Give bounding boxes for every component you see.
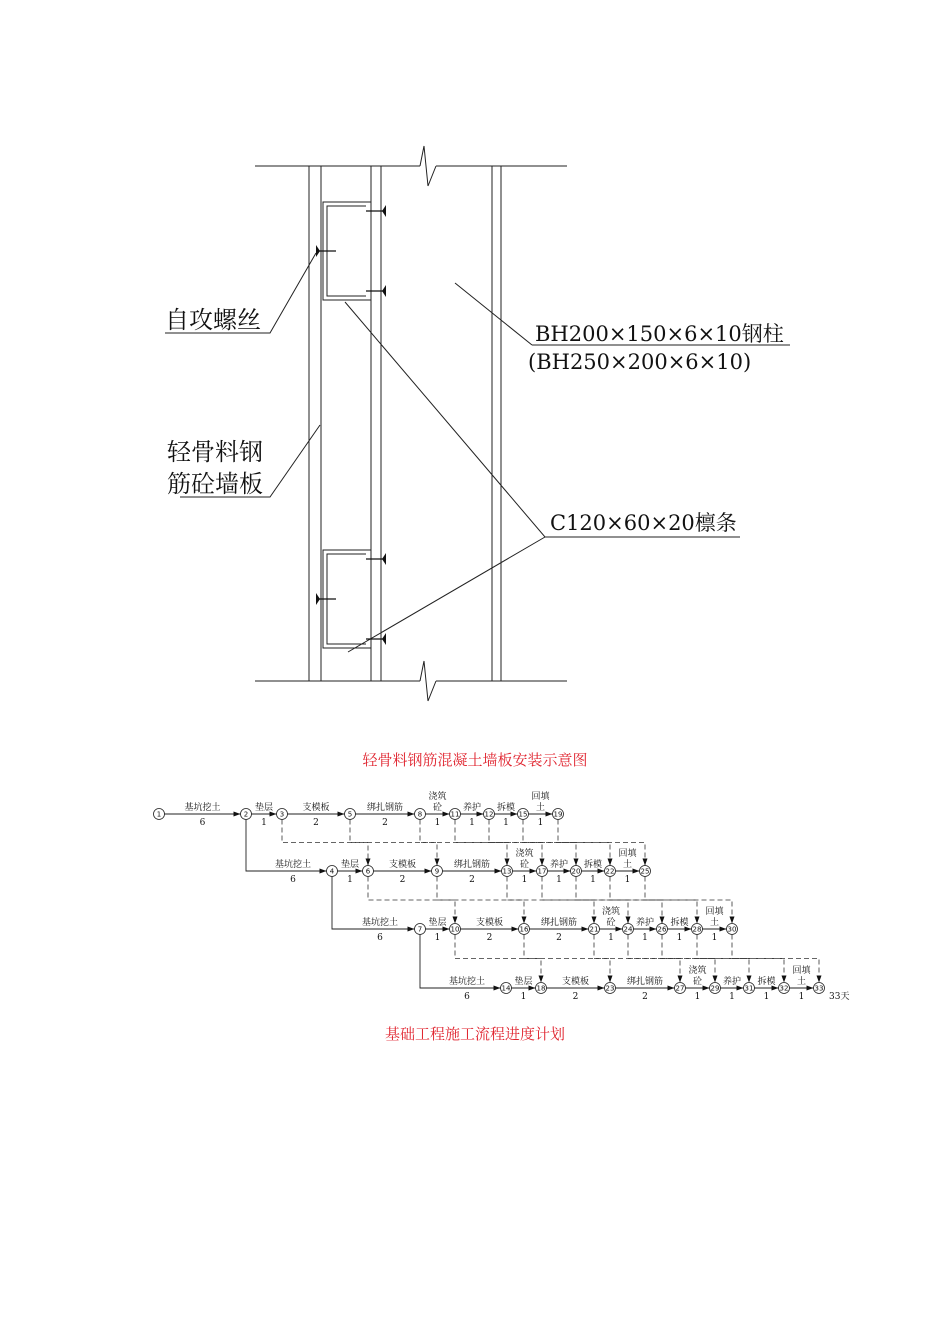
node-number: 9 bbox=[434, 867, 440, 876]
network-node bbox=[571, 866, 582, 877]
arrow-head-icon bbox=[608, 976, 613, 983]
activity-duration: 1 bbox=[624, 875, 631, 885]
activity-name: 绑扎钢筋 bbox=[540, 918, 578, 928]
network-node bbox=[327, 866, 338, 877]
activity-duration: 1 bbox=[520, 992, 527, 1002]
activity-name: 砼 bbox=[432, 803, 443, 813]
activity-duration: 2 bbox=[486, 933, 493, 943]
arrow-head-icon bbox=[320, 869, 327, 874]
activity-duration: 1 bbox=[434, 818, 441, 828]
activity-duration: 1 bbox=[434, 933, 441, 943]
label-steel-column: BH200×150×6×10钢柱 bbox=[535, 322, 784, 346]
activity-duration: 6 bbox=[290, 875, 296, 885]
arrow-head-icon bbox=[730, 917, 735, 924]
activity-duration: 1 bbox=[503, 818, 509, 828]
network-node bbox=[605, 866, 616, 877]
arrow-head-icon bbox=[530, 869, 537, 874]
activity-name: 回填 bbox=[531, 792, 550, 802]
activity-duration: 1 bbox=[608, 933, 614, 943]
activity-name: 砼 bbox=[519, 860, 530, 870]
node-number: 4 bbox=[329, 867, 335, 876]
network-node bbox=[605, 983, 616, 994]
activity-duration: 2 bbox=[399, 875, 406, 885]
activity-name: 垫层 bbox=[514, 977, 533, 987]
activity-duration: 1 bbox=[521, 875, 528, 885]
arrow-head-icon bbox=[338, 812, 345, 817]
activity-duration: 1 bbox=[347, 875, 353, 885]
network-node bbox=[502, 866, 513, 877]
activity-name: 浇筑 bbox=[688, 966, 707, 976]
node-number: 20 bbox=[571, 867, 581, 876]
arrow-head-icon bbox=[668, 986, 675, 991]
label-self-tapping-screw: 自攻螺丝 bbox=[165, 306, 261, 334]
activity-name: 支模板 bbox=[302, 803, 330, 813]
activity-name: 养护 bbox=[635, 918, 655, 928]
activity-name: 基坑挖土 bbox=[184, 803, 221, 813]
arrow-head-icon bbox=[435, 859, 440, 866]
node-number: 18 bbox=[536, 984, 546, 993]
network-node bbox=[537, 866, 548, 877]
network-node bbox=[241, 809, 252, 820]
node-number: 17 bbox=[537, 867, 547, 876]
arrow-head-icon bbox=[703, 986, 710, 991]
arrow-head-icon bbox=[807, 986, 814, 991]
node-number: 10 bbox=[450, 925, 460, 934]
network-node bbox=[623, 924, 634, 935]
activity-duration: 1 bbox=[261, 818, 267, 828]
activity-name: 基坑挖土 bbox=[448, 977, 486, 987]
network-node bbox=[154, 809, 165, 820]
activity-name: 支模板 bbox=[475, 918, 504, 928]
arrow-head-icon bbox=[747, 976, 752, 983]
arrow-head-icon bbox=[782, 976, 787, 983]
arrow-head-icon bbox=[695, 917, 700, 924]
activity-duration: 1 bbox=[763, 992, 770, 1002]
activity-duration: 1 bbox=[711, 933, 718, 943]
activity-name: 土 bbox=[796, 977, 807, 987]
network-node bbox=[779, 983, 790, 994]
activity-name: 砼 bbox=[692, 977, 703, 987]
arrow-head-icon bbox=[678, 976, 683, 983]
node-number: 30 bbox=[727, 925, 737, 934]
network-node bbox=[553, 809, 564, 820]
node-number: 27 bbox=[675, 984, 685, 993]
node-number: 1 bbox=[156, 810, 162, 819]
activity-duration: 2 bbox=[382, 818, 388, 828]
activity-duration: 1 bbox=[590, 875, 596, 885]
network-node bbox=[657, 924, 668, 935]
node-number: 5 bbox=[347, 810, 353, 819]
node-number: 2 bbox=[243, 810, 249, 819]
arrow-head-icon bbox=[366, 859, 371, 866]
node-number: 13 bbox=[502, 867, 512, 876]
network-node bbox=[519, 924, 530, 935]
activity-name: 土 bbox=[622, 860, 633, 870]
arrow-head-icon bbox=[643, 859, 648, 866]
activity-duration: 1 bbox=[469, 818, 475, 828]
node-number: 15 bbox=[518, 810, 528, 819]
node-number: 7 bbox=[417, 925, 423, 934]
label-panel-line2: 筋砼墙板 bbox=[167, 470, 263, 498]
arrow-head-icon bbox=[408, 927, 415, 932]
activity-name: 养护 bbox=[549, 860, 569, 870]
label-purlin: C120×60×20檩条 bbox=[550, 511, 737, 535]
activity-name: 支模板 bbox=[388, 860, 417, 870]
activity-name: 回填 bbox=[705, 907, 724, 917]
network-node bbox=[589, 924, 600, 935]
activity-duration: 6 bbox=[377, 933, 383, 943]
label-panel-line1: 轻骨料钢 bbox=[167, 438, 263, 466]
figure1-caption: 轻骨料钢筋混凝土墙板安装示意图 bbox=[362, 751, 588, 769]
network-node bbox=[450, 809, 461, 820]
activity-duration: 2 bbox=[642, 992, 648, 1002]
activity-name: 绑扎钢筋 bbox=[626, 977, 664, 987]
arrow-head-icon bbox=[660, 917, 665, 924]
arrow-head-icon bbox=[512, 927, 519, 932]
activity-name: 基坑挖土 bbox=[361, 918, 399, 928]
arrow-head-icon bbox=[443, 812, 450, 817]
arrow-head-icon bbox=[425, 869, 432, 874]
arrow-head-icon bbox=[234, 812, 241, 817]
activity-duration: 1 bbox=[556, 875, 562, 885]
activity-name: 拆模 bbox=[757, 977, 776, 987]
arrow-head-icon bbox=[408, 812, 415, 817]
node-number: 24 bbox=[623, 925, 633, 934]
activity-duration: 1 bbox=[798, 992, 805, 1002]
network-node bbox=[518, 809, 529, 820]
activity-name: 基坑挖土 bbox=[274, 860, 312, 870]
node-number: 25 bbox=[640, 867, 650, 876]
node-number: 33 bbox=[814, 984, 824, 993]
node-number: 12 bbox=[484, 810, 494, 819]
network-node bbox=[536, 983, 547, 994]
activity-duration: 2 bbox=[313, 818, 319, 828]
arrow-head-icon bbox=[582, 927, 589, 932]
activity-name: 回填 bbox=[618, 849, 637, 859]
node-number: 32 bbox=[779, 984, 789, 993]
arrow-head-icon bbox=[817, 976, 822, 983]
arrow-head-icon bbox=[495, 869, 502, 874]
activity-duration: 6 bbox=[199, 818, 206, 828]
network-node bbox=[675, 983, 686, 994]
arrow-head-icon bbox=[616, 927, 623, 932]
activity-name: 垫层 bbox=[254, 803, 274, 813]
node-number: 6 bbox=[365, 867, 371, 876]
activity-duration: 1 bbox=[729, 992, 735, 1002]
arrow-head-icon bbox=[546, 812, 553, 817]
node-number: 28 bbox=[692, 925, 702, 934]
activity-duration: 2 bbox=[556, 933, 562, 943]
network-node bbox=[727, 924, 738, 935]
activity-duration: 1 bbox=[537, 818, 544, 828]
node-number: 26 bbox=[657, 925, 667, 934]
activity-duration: 2 bbox=[469, 875, 475, 885]
activity-name: 土 bbox=[709, 918, 720, 928]
node-number: 21 bbox=[589, 925, 599, 934]
arrow-head-icon bbox=[540, 859, 545, 866]
arrow-head-icon bbox=[608, 859, 613, 866]
activity-name: 拆模 bbox=[583, 860, 603, 870]
node-number: 19 bbox=[553, 810, 563, 819]
arrow-head-icon bbox=[720, 927, 727, 932]
network-node bbox=[277, 809, 288, 820]
node-number: 3 bbox=[279, 810, 285, 819]
node-number: 16 bbox=[519, 925, 529, 934]
activity-name: 拆模 bbox=[496, 803, 516, 813]
activity-name: 支模板 bbox=[561, 977, 590, 987]
activity-name: 浇筑 bbox=[428, 792, 447, 802]
network-node bbox=[450, 924, 461, 935]
total-duration-label: 33天 bbox=[829, 992, 850, 1002]
arrow-head-icon bbox=[539, 976, 544, 983]
activity-name: 拆模 bbox=[670, 918, 689, 928]
label-steel-column-alt: (BH250×200×6×10) bbox=[528, 350, 752, 374]
node-number: 29 bbox=[710, 984, 720, 993]
node-number: 23 bbox=[605, 984, 615, 993]
network-node bbox=[415, 924, 426, 935]
activity-name: 垫层 bbox=[340, 860, 360, 870]
activity-duration: 1 bbox=[642, 933, 648, 943]
activity-duration: 2 bbox=[572, 992, 579, 1002]
arrow-head-icon bbox=[522, 917, 527, 924]
activity-name: 回填 bbox=[792, 966, 811, 976]
figure2-caption: 基础工程施工流程进度计划 bbox=[384, 1025, 565, 1043]
activity-duration: 6 bbox=[464, 992, 470, 1002]
arrow-head-icon bbox=[713, 976, 718, 983]
activity-name: 垫层 bbox=[428, 918, 447, 928]
node-number: 22 bbox=[605, 867, 615, 876]
arrow-head-icon bbox=[633, 869, 640, 874]
network-node bbox=[484, 809, 495, 820]
arrow-head-icon bbox=[592, 917, 597, 924]
activity-name: 砼 bbox=[606, 918, 616, 928]
activity-name: 土 bbox=[535, 803, 546, 813]
activity-name: 绑扎钢筋 bbox=[366, 803, 404, 813]
arrow-head-icon bbox=[505, 859, 510, 866]
node-number: 11 bbox=[450, 810, 460, 819]
network-node bbox=[363, 866, 374, 877]
network-node bbox=[432, 866, 443, 877]
network-node bbox=[710, 983, 721, 994]
activity-name: 绑扎钢筋 bbox=[453, 860, 491, 870]
activity-name: 养护 bbox=[722, 977, 742, 987]
network-node bbox=[345, 809, 356, 820]
dummy-dependency bbox=[523, 820, 610, 866]
network-node bbox=[640, 866, 651, 877]
network-node bbox=[814, 983, 825, 994]
activity-name: 浇筑 bbox=[601, 907, 621, 917]
activity-duration: 1 bbox=[676, 933, 683, 943]
network-node bbox=[501, 983, 512, 994]
arrow-head-icon bbox=[574, 859, 579, 866]
activity-name: 养护 bbox=[462, 803, 482, 813]
activity-duration: 1 bbox=[694, 992, 701, 1002]
arrow-head-icon bbox=[494, 986, 501, 991]
arrow-head-icon bbox=[598, 986, 605, 991]
arrow-head-icon bbox=[453, 917, 458, 924]
node-number: 8 bbox=[417, 810, 423, 819]
node-number: 31 bbox=[744, 984, 754, 993]
arrow-head-icon bbox=[626, 917, 631, 924]
network-node bbox=[744, 983, 755, 994]
activity-name: 浇筑 bbox=[515, 849, 534, 859]
node-number: 14 bbox=[501, 984, 511, 993]
network-node bbox=[692, 924, 703, 935]
network-node bbox=[415, 809, 426, 820]
